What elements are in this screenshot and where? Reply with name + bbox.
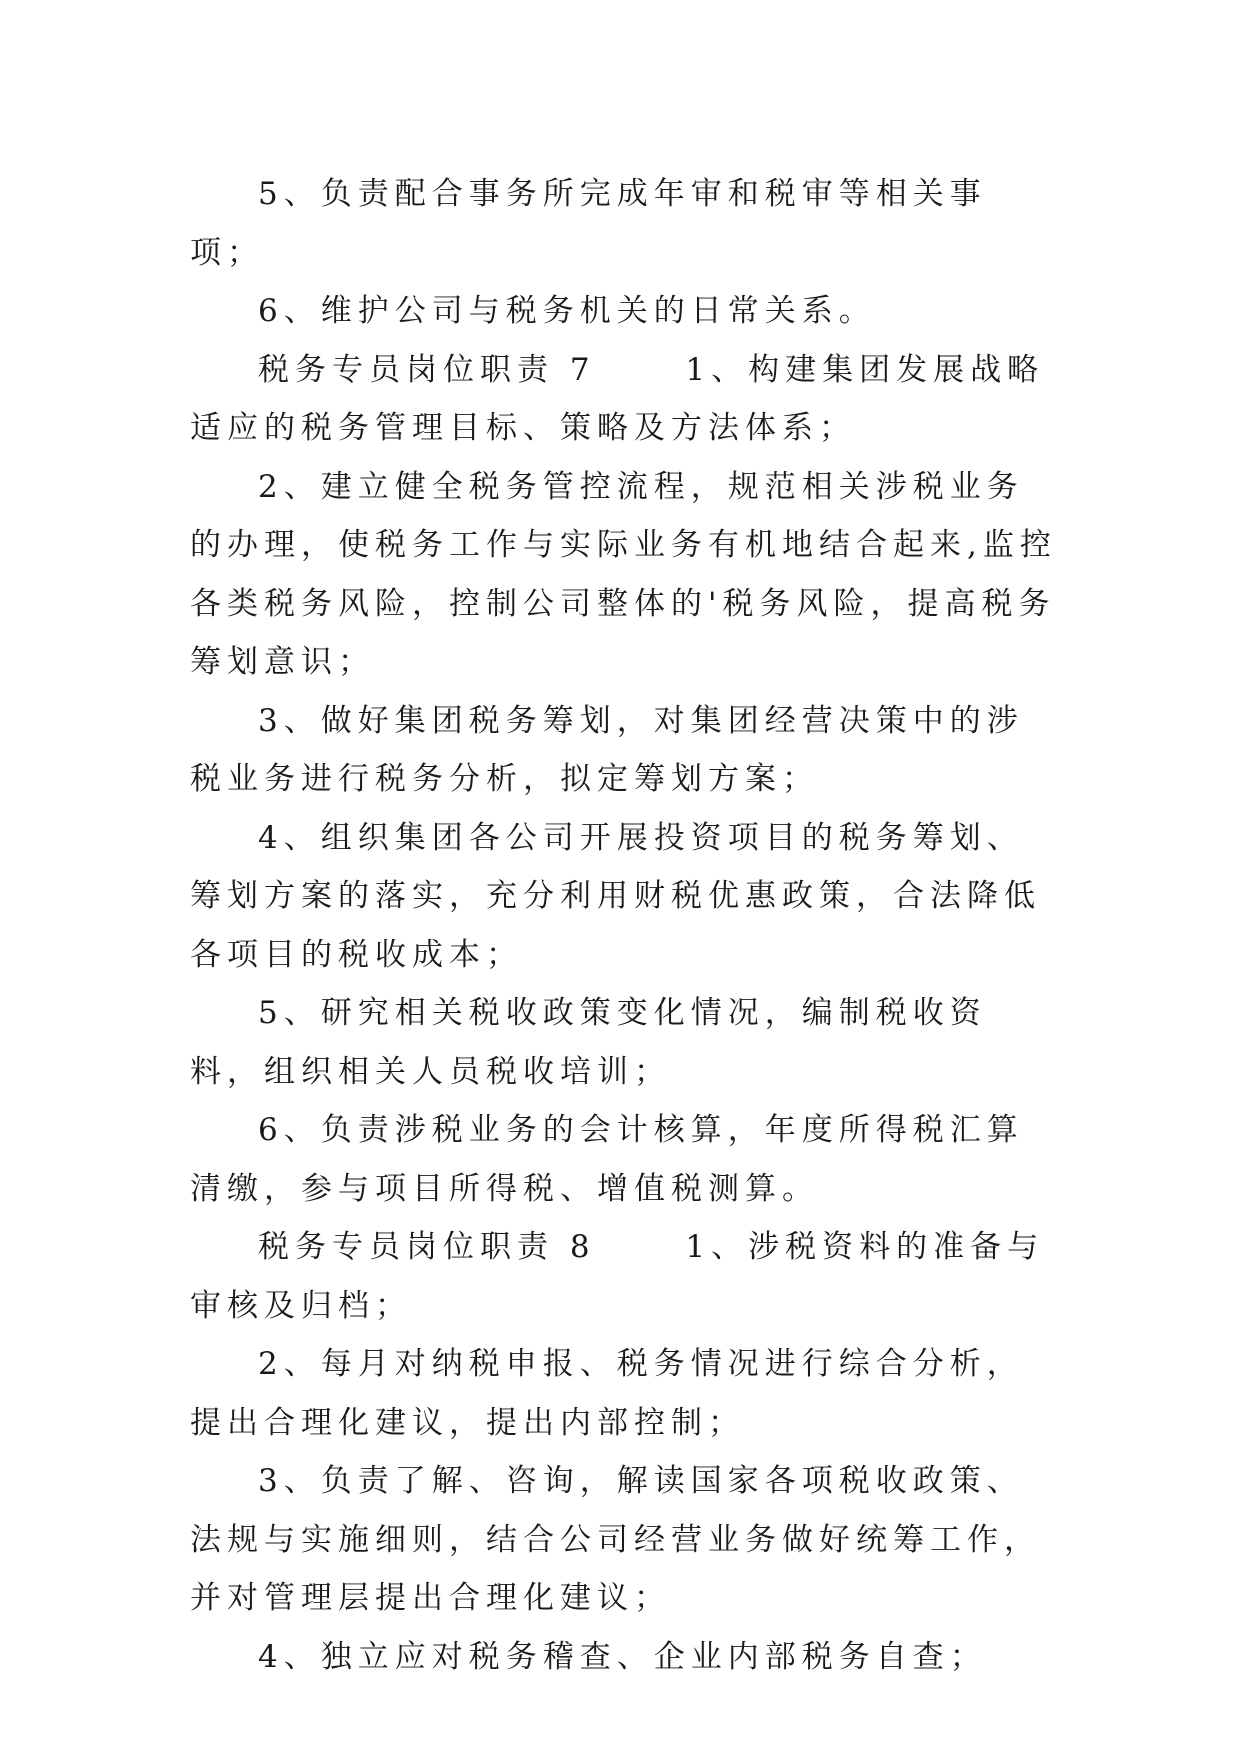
paragraph-10: 2、每月对纳税申报、税务情况进行综合分析，提出合理化建议，提出内部控制； (190, 1346, 1024, 1441)
paragraph-1: 5、负责配合事务所完成年审和税审等相关事项； (190, 176, 987, 271)
paragraph-8: 6、负责涉税业务的会计核算，年度所得税汇算清缴，参与项目所得税、增值税测算。 (190, 1112, 1024, 1207)
paragraph-11: 3、负责了解、咨询，解读国家各项税收政策、法规与实施细则，结合公司经营业务做好统筹工作，并对管理层提出合理化建议； (190, 1463, 1041, 1616)
paragraph-3: 税务专员岗位职责 7 1、构建集团发展战略适应的税务管理目标、策略及方法体系； (190, 351, 1045, 446)
paragraph-7: 5、研究相关税收政策变化情况，编制税收资料，组织相关人员税收培训； (190, 995, 987, 1090)
paragraph-4: 2、建立健全税务管控流程，规范相关涉税业务的办理，使税务工作与实际业务有机地结合起来,监控各类税务风险，控制公司整体的'税务风险，提高税务筹划意识； (190, 468, 1057, 680)
paragraph-12: 4、独立应对税务稽查、企业内部税务自查； (258, 1638, 987, 1675)
paragraph-5: 3、做好集团税务筹划，对集团经营决策中的涉税业务进行税务分析，拟定筹划方案； (190, 702, 1024, 797)
paragraph-6: 4、组织集团各公司开展投资项目的税务筹划、筹划方案的落实，充分利用财税优惠政策，合法降低各项目的税收成本； (190, 819, 1041, 973)
paragraph-2: 6、维护公司与税务机关的日常关系。 (258, 293, 876, 329)
paragraph-9: 税务专员岗位职责 8 1、涉税资料的准备与审核及归档； (190, 1229, 1045, 1324)
document-body (190, 165, 1058, 1686)
